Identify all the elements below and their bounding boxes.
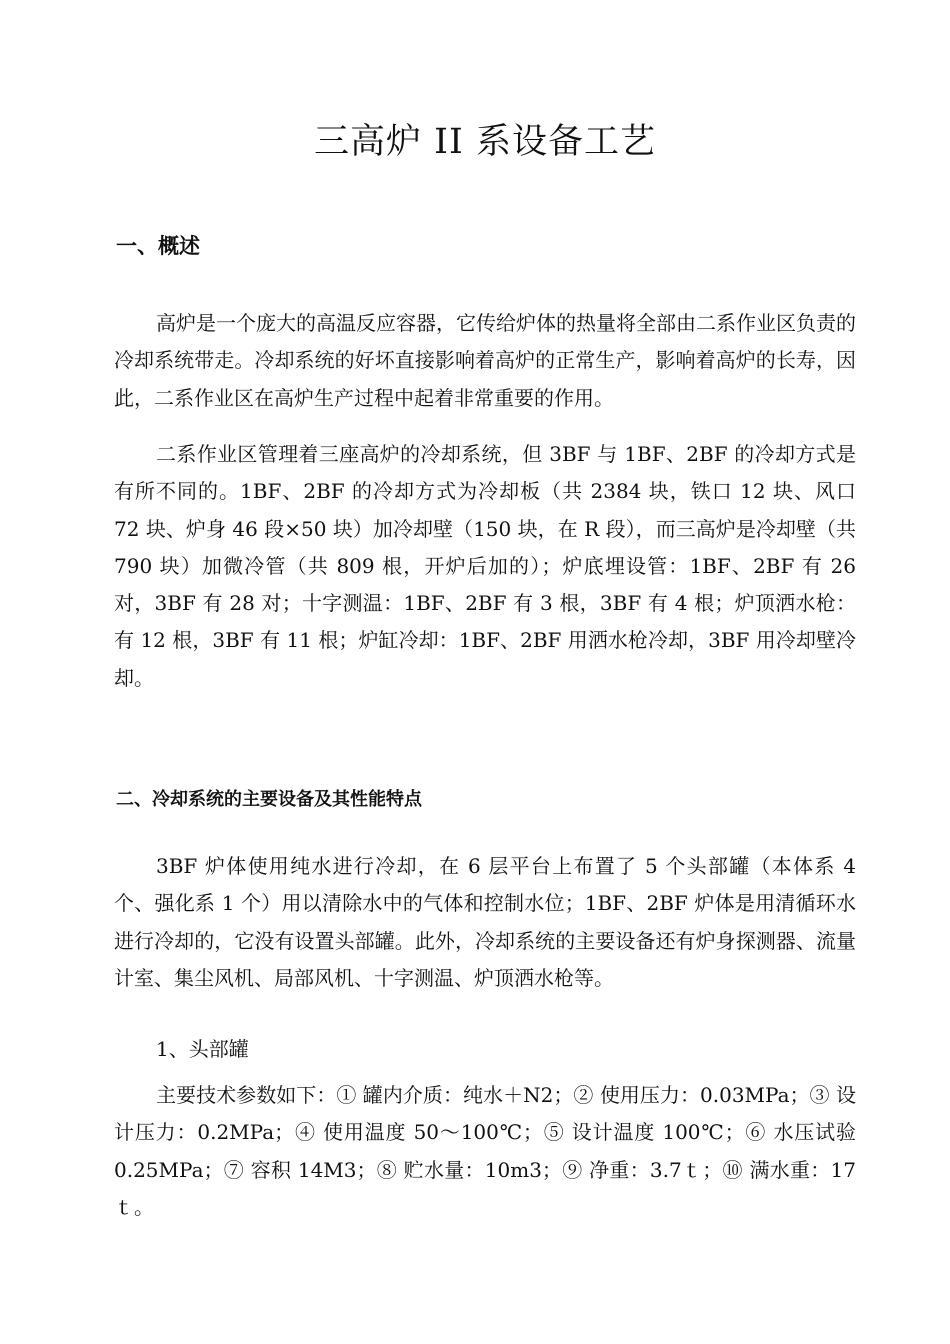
paragraph-overview-2: 二系作业区管理着三座高炉的冷却系统，但 3BF 与 1BF、2BF 的冷却方式是有所不同的。1BF、2BF 的冷却方式为冷却板（共 2384 块，铁口 12 块、风口 72 块、炉身 46 段×50 块）加冷却壁（150 块，在 R 段），而三高炉是冷却壁（共 790 块）加微冷管（共 809 根，开炉后加的）；炉底埋设管：1BF、2BF 有 26 对，3BF 有 28 对；十字测温：1BF、2BF 有 3 根，3BF 有 4 根；炉顶洒水枪：有 12 根，3BF 有 11 根；炉缸冷却：1BF、2BF 用洒水枪冷却，3BF 用冷却壁冷却。 [114,442,856,690]
paragraph-overview-1: 高炉是一个庞大的高温反应容器，它传给炉体的热量将全部由二系作业区负责的冷却系统带走。冷却系统的好坏直接影响着高炉的正常生产，影响着高炉的长寿，因此，二系作业区在高炉生产过程中起着非常重要的作用。 [114,311,856,410]
section-heading-overview: 一、概述 [116,234,200,258]
section-heading-equipment: 二、冷却系统的主要设备及其性能特点 [116,789,422,810]
subheading-header-tank: 1、头部罐 [156,1037,249,1061]
document-title: 三高炉 II 系设备工艺 [314,122,656,162]
paragraph-equipment-1: 3BF 炉体使用纯水进行冷却，在 6 层平台上布置了 5 个头部罐（本体系 4 个、强化系 1 个）用以清除水中的气体和控制水位；1BF、2BF 炉体是用清循环水进行冷却的，它没有设置头部罐。此外，冷却系统的主要设备还有炉身探测器、流量计室、集尘风机、局部风机、十字测温、炉顶洒水枪等。 [114,854,856,990]
paragraph-header-tank-params: 主要技术参数如下：① 罐内介质：纯水＋N2；② 使用压力：0.03MPa；③ 设计压力：0.2MPa；④ 使用温度 50～100℃；⑤ 设计温度 100℃；⑥ 水压试验 0.25MPa；⑦ 容积 14M3；⑧ 贮水量：10m3；⑨ 净重：3.7ｔ；⑩ 满水重：17ｔ。 [114,1083,856,1219]
